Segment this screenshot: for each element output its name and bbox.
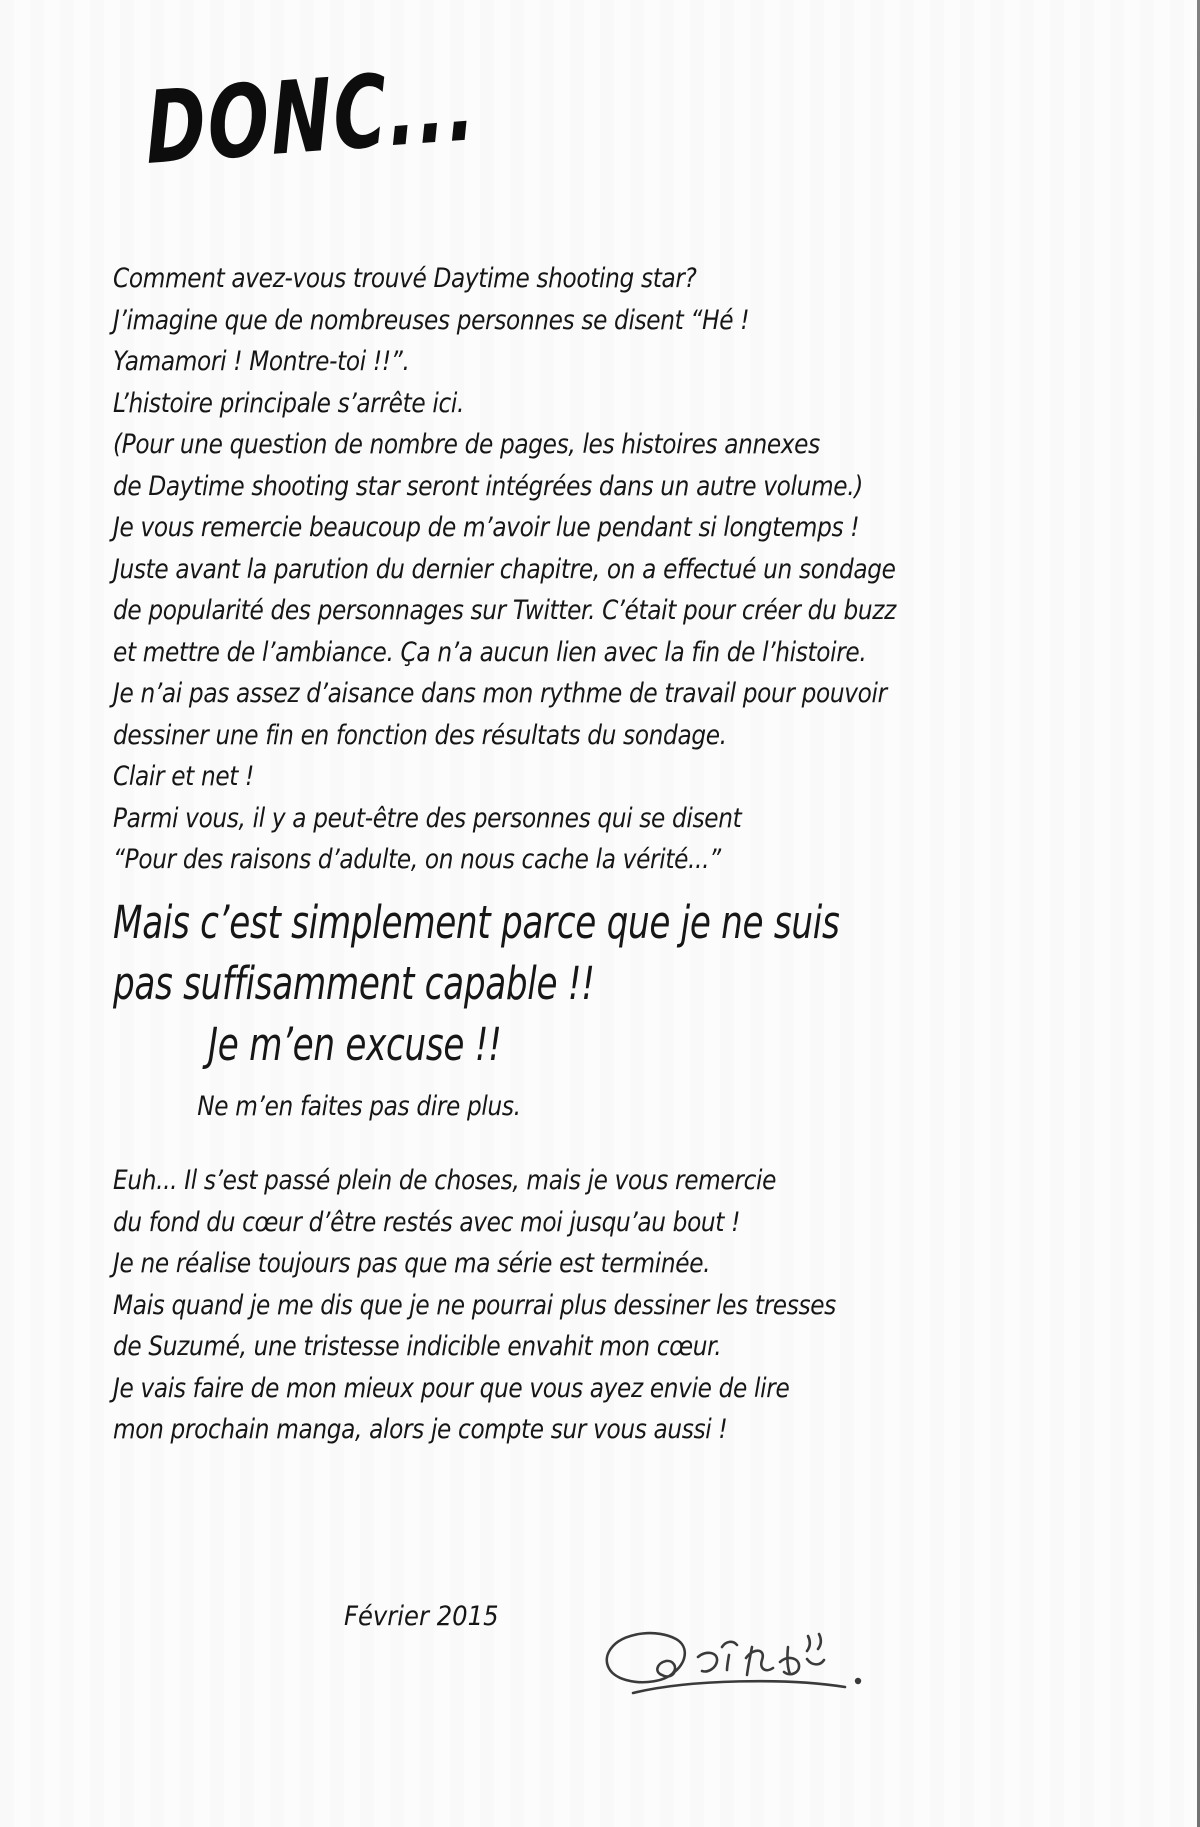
author-signature [540,1605,910,1730]
text-line: du fond du cœur d’être restés avec moi jusqu’au bout ! [113,1206,741,1238]
text-line: Je ne réalise toujours pas que ma série est terminée. [113,1248,711,1279]
text-line: Euh... Il s’est passé plein de choses, mais je vous remercie [113,1165,777,1196]
text-line: L’histoire principale s’arrête ici. [113,387,465,419]
text-line: de Suzumé, une tristesse indicible envahit mon cœur. [113,1331,722,1362]
text-line: Parmi vous, il y a peut-être des personnes qui se disent [113,802,742,834]
text-line: dessiner une fin en fonction des résultats du sondage. [113,719,727,751]
date-line: Février 2015 [344,1601,499,1632]
page-title: DONC... [143,46,479,187]
emphasis-line: Je m’en excuse !! [208,1018,502,1071]
text-line: “Pour des raisons d’adulte, on nous cache la vérité...” [113,844,721,875]
emphasis-line: Mais c’est simplement parce que je ne suis [113,896,840,949]
text-line: de Daytime shooting star seront intégrées dans un autre volume.) [113,470,864,502]
text-line: Je vais faire de mon mieux pour que vous ayez envie de lire [113,1372,790,1404]
text-line: de popularité des personnages sur Twitter. C’était pour créer du buzz [113,595,896,626]
text-line: Je n’ai pas assez d’aisance dans mon rythme de travail pour pouvoir [113,678,887,709]
text-line: Comment avez-vous trouvé Daytime shooting star? [113,263,697,294]
aside-block [113,1086,521,1128]
text-line: Mais quand je me dis que je ne pourrai plus dessiner les tresses [113,1289,836,1321]
text-line: et mettre de l’ambiance. Ça n’a aucun lien avec la fin de l’histoire. [113,636,867,668]
text-line: mon prochain manga, alors je compte sur vous aussi ! [113,1414,728,1445]
paragraph-block-1 [113,258,896,881]
text-line: Juste avant la parution du dernier chapitre, on a effectué un sondage [113,553,896,585]
text-line: Clair et net ! [113,761,255,792]
aside-line: Ne m’en faites pas dire plus. [197,1091,521,1122]
emphasis-line: pas suffisamment capable !! [113,957,595,1010]
text-line: J’imagine que de nombreuses personnes se disent “Hé ! [113,304,750,336]
text-line: Je vous remercie beaucoup de m’avoir lue pendant si longtemps ! [113,512,860,543]
emphasis-block [113,892,839,1075]
paragraph-block-2 [113,1160,836,1451]
text-line: (Pour une question de nombre de pages, les histoires annexes [113,429,820,460]
text-line: Yamamori ! Montre-toi !!”. [113,346,410,377]
